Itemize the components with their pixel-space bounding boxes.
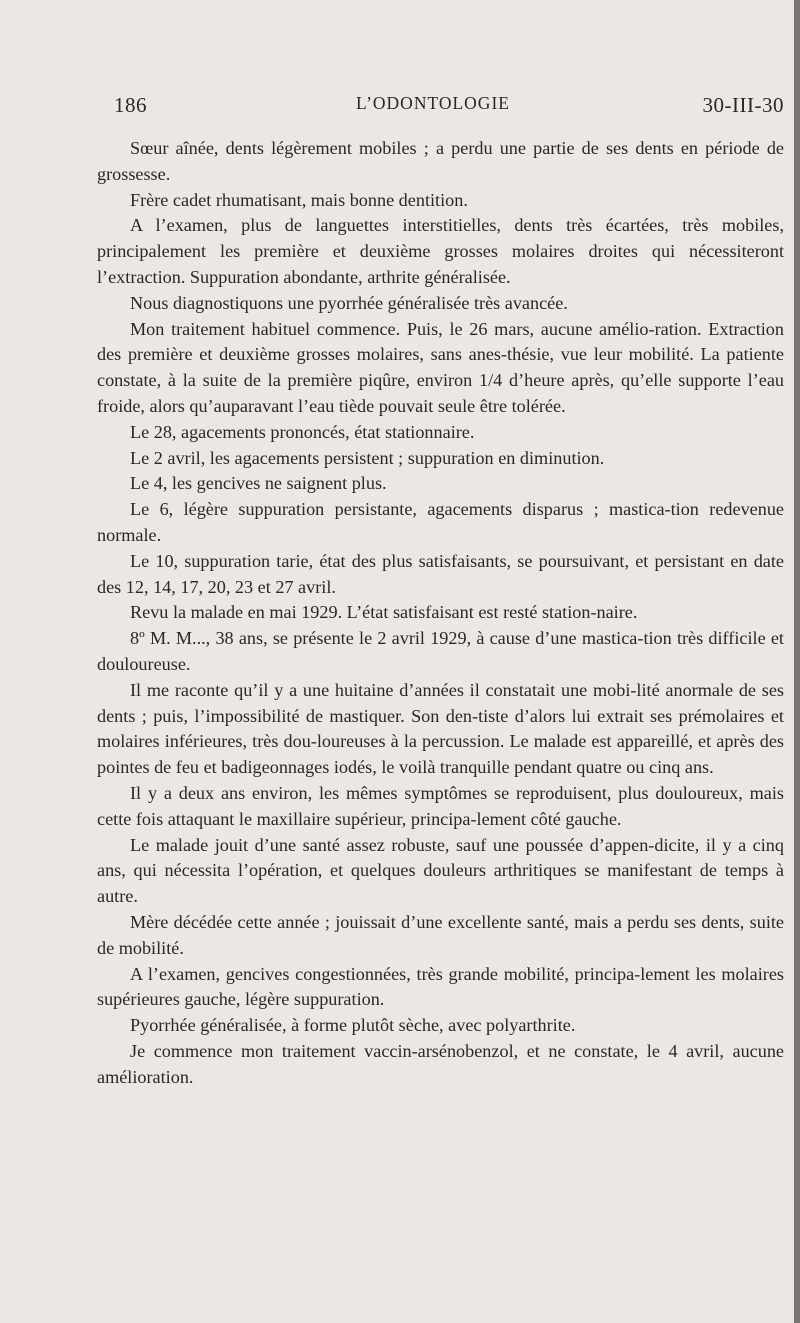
running-header	[98, 93, 784, 123]
paragraph: Je commence mon traitement vaccin-arsénobenzol, et ne constate, le 4 avril, aucune amélioration.	[97, 1040, 784, 1087]
paragraph: Pyorrhée généralisée, à forme plutôt sèche, avec polyarthrite.	[130, 1015, 576, 1036]
paragraph: Le malade jouit d’une santé assez robuste, sauf une poussée d’appen-dicite, il y a cinq ans, qui nécessita l’opération, et quelques douleurs arthritiques se manifestant de temps à autre.	[97, 834, 784, 907]
paragraph: Il y a deux ans environ, les mêmes symptômes se reproduisent, plus douloureux, mais cette fois attaquant le maxillaire supérieur, principa-lement côté gauche.	[97, 782, 784, 829]
issue-date: 30-III-30	[702, 93, 784, 117]
paragraph: Le 2 avril, les agacements persistent ; suppuration en diminution.	[130, 447, 605, 468]
paragraph: Sœur aînée, dents légèrement mobiles ; a perdu une partie de ses dents en période de grossesse.	[97, 138, 784, 184]
paragraph: Le 10, suppuration tarie, état des plus satisfaisants, se poursuivant, et persistant en date des 12, 14, 17, 20, 23 et 27 avril.	[97, 550, 784, 597]
paragraph: A l’examen, plus de languettes interstitielles, dents très écartées, très mobiles, principalement les première et deuxième grosses molaires droites qui nécessiteront l’extraction. Suppuration abondante, arthrite généralisée.	[97, 215, 784, 287]
paragraph: Mère décédée cette année ; jouissait d’une excellente santé, mais a perdu ses dents, suite de mobilité.	[97, 911, 784, 958]
page-number: 186	[114, 93, 147, 117]
paragraph: 8º M. M..., 38 ans, se présente le 2 avril 1929, à cause d’une mastica-tion très difficile et douloureuse.	[97, 628, 784, 674]
paragraph: Nous diagnostiquons une pyorrhée généralisée très avancée.	[130, 292, 568, 313]
body-text	[97, 136, 784, 1090]
journal-title: L’ODONTOLOGIE	[356, 93, 510, 113]
paragraph: A l’examen, gencives congestionnées, très grande mobilité, principa-lement les molaires supérieures gauche, légère suppuration.	[97, 963, 784, 1010]
paragraph: Le 4, les gencives ne saignent plus.	[130, 473, 387, 494]
paragraph: Le 6, légère suppuration persistante, agacements disparus ; mastica-tion redevenue normale.	[97, 499, 784, 545]
paragraph: Mon traitement habituel commence. Puis, le 26 mars, aucune amélio-ration. Extraction des première et deuxième grosses molaires, sans anes-thésie, vue leur mobilité. La patiente constate, à la suite de la première piqûre, environ 1/4 d’heure après, qu’elle supporte l’eau froide, alors qu’auparavant l’eau tiède pouvait seule être tolérée.	[97, 318, 784, 416]
paragraph: Le 28, agacements prononcés, état stationnaire.	[130, 421, 475, 442]
page-edge-shadow	[794, 0, 800, 1323]
paragraph: Frère cadet rhumatisant, mais bonne dentition.	[130, 189, 468, 210]
paragraph: Il me raconte qu’il y a une huitaine d’années il constatait une mobi-lité anormale de ses dents ; puis, l’impossibilité de mastiquer. Son den-tiste d’alors lui extrait ses prémolaires et molaires inférieures, très dou-loureuses à la percussion. Le malade est appareillé, et après des pointes de feu et badigeonnages iodés, le voilà tranquille pendant quatre ou cinq ans.	[97, 679, 784, 778]
paragraph: Revu la malade en mai 1929. L’état satisfaisant est resté station-naire.	[130, 602, 638, 623]
